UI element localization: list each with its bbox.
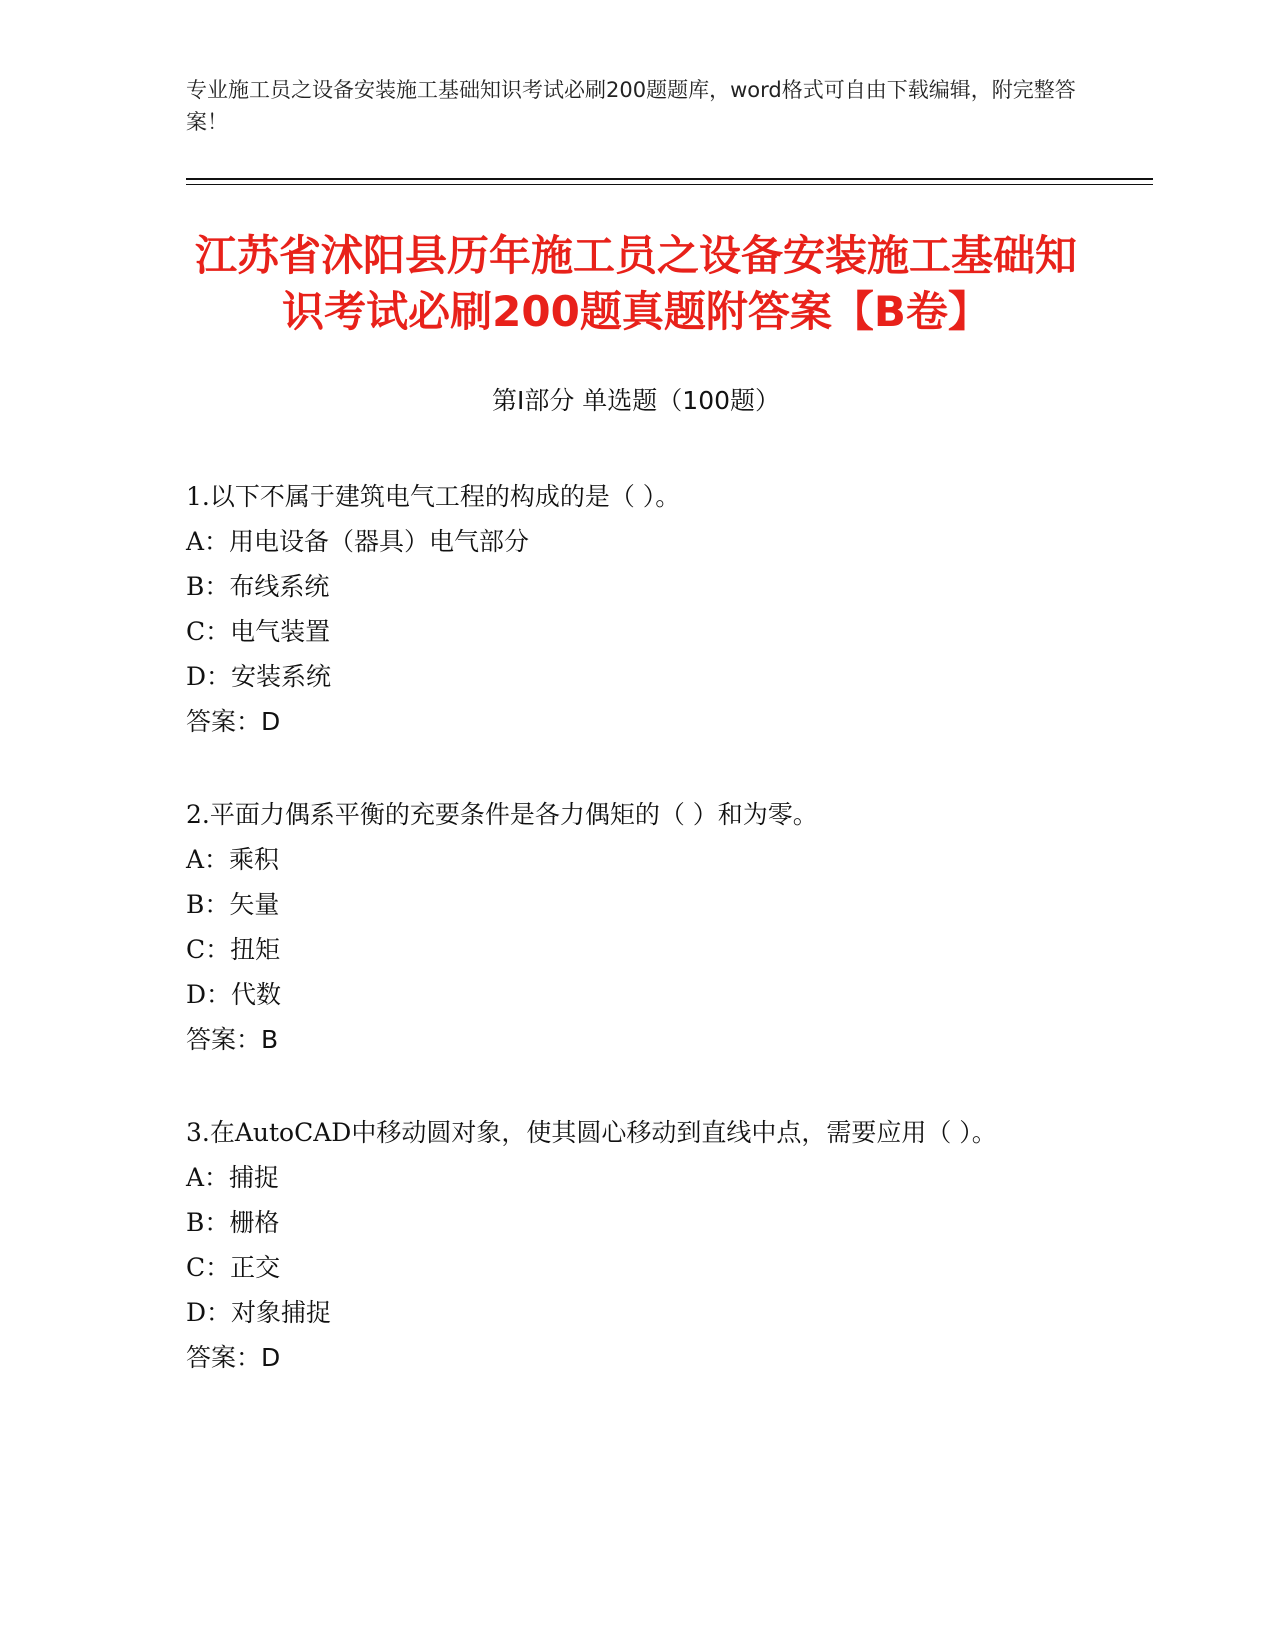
- option-a: A：捕捉: [186, 1163, 280, 1192]
- option-b: B：布线系统: [186, 572, 330, 601]
- option-c: C：电气装置: [186, 617, 331, 646]
- section-title: 第Ⅰ部分 单选题（100题）: [491, 386, 781, 415]
- option-d: D：代数: [186, 980, 282, 1009]
- question-stem: 3.在AutoCAD中移动圆对象，使其圆心移动到直线中点，需要应用（ ）。: [186, 1118, 997, 1147]
- question-block: [186, 1110, 1066, 1380]
- question-block: [186, 474, 1066, 744]
- header-divider-thin: [186, 184, 1153, 185]
- document-title: 江苏省沭阳县历年施工员之设备安装施工基础知识考试必刷200题真题附答案【B卷】: [194, 231, 1077, 336]
- option-c: C：正交: [186, 1253, 281, 1282]
- header-note: 专业施工员之设备安装施工基础知识考试必刷200题题库，word格式可自由下载编辑，附完整答案！: [186, 78, 1076, 134]
- option-d: D：对象捕捉: [186, 1298, 332, 1327]
- header-divider-thick: [186, 178, 1153, 180]
- question-block: [186, 792, 1066, 1062]
- option-b: B：矢量: [186, 890, 280, 919]
- answer: 答案：D: [186, 1343, 281, 1372]
- option-b: B：栅格: [186, 1208, 280, 1237]
- question-stem: 2.平面力偶系平衡的充要条件是各力偶矩的（ ）和为零。: [186, 800, 818, 829]
- option-a: A：乘积: [186, 845, 280, 874]
- option-a: A：用电设备（器具）电气部分: [186, 527, 530, 556]
- answer: 答案：B: [186, 1025, 279, 1054]
- question-stem: 1.以下不属于建筑电气工程的构成的是（ ）。: [186, 482, 681, 511]
- option-d: D：安装系统: [186, 662, 332, 691]
- option-c: C：扭矩: [186, 935, 281, 964]
- answer: 答案：D: [186, 707, 281, 736]
